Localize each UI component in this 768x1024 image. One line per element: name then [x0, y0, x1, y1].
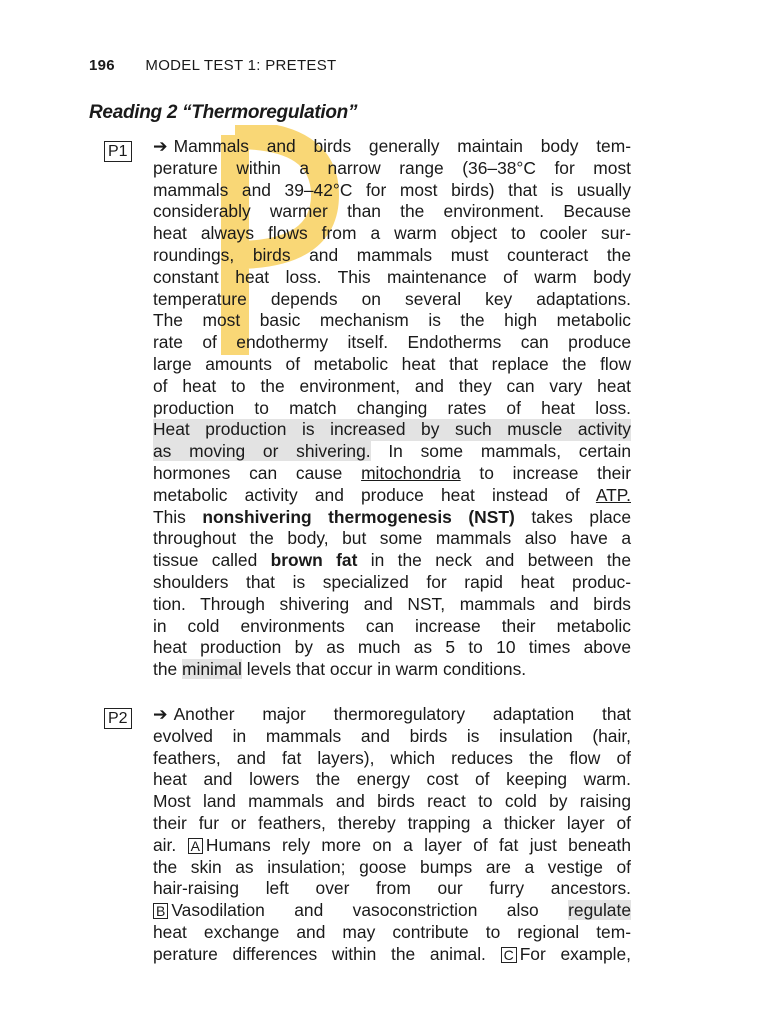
p1-text: hormones can cause — [153, 462, 362, 483]
arrow-icon: ➔ — [153, 136, 168, 156]
p2-text: air. — [153, 834, 188, 855]
p1-line: shoulders that is specialized for rapid heat produc- — [153, 571, 631, 592]
p2-line: heat and lowers the energy cost of keeping warm. — [153, 769, 631, 790]
highlighted-sentence[interactable]: Heat production is increased by such muscle activity — [153, 419, 631, 440]
p2-text: perature differences within the animal. — [153, 943, 501, 964]
p2-text: For example, — [519, 943, 632, 964]
paragraph-2 — [153, 704, 631, 966]
glossary-word-atp[interactable]: ATP. — [595, 484, 631, 505]
p1-line: roundings, birds and mammals must counteract the — [153, 244, 631, 265]
p1-line: in cold environments can increase their metabolic — [153, 615, 631, 636]
p2-line: the skin as insulation; goose bumps are a vestige of — [153, 856, 631, 877]
p2-text: Vasodilation and vasoconstriction also — [171, 900, 569, 921]
page-number: 196 — [89, 57, 115, 74]
insert-square-a[interactable]: A — [188, 838, 203, 854]
p2-line: hair-raising left over from our furry ancestors. — [153, 878, 631, 899]
p1-line: perature within a narrow range (36–38°C for most — [153, 157, 631, 178]
p1-line: mammals and 39–42°C for most birds) that is usually — [153, 179, 631, 200]
p1-text: the — [153, 659, 183, 680]
p1-line: temperature depends on several key adaptations. — [153, 288, 631, 309]
p2-line: feathers, and fat layers), which reduces the flow of — [153, 747, 631, 768]
highlighted-word-minimal[interactable]: minimal — [182, 659, 242, 680]
p1-line: considerably warmer than the environment. Because — [153, 201, 631, 222]
p1-line: heat production by as much as 5 to 10 times above — [153, 637, 631, 658]
p1-line: rate of endothermy itself. Endotherms can produce — [153, 332, 631, 353]
page-header — [89, 57, 336, 74]
p1-line: tion. Through shivering and NST, mammals and birds — [153, 593, 631, 614]
p2-line: their fur or feathers, thereby trapping a thicker layer of — [153, 812, 631, 833]
p1-line: large amounts of metabolic heat that replace the flow — [153, 353, 631, 374]
p1-text: levels that occur in warm conditions. — [241, 659, 527, 680]
p2-line: evolved in mammals and birds is insulation (hair, — [153, 725, 631, 746]
arrow-icon: ➔ — [153, 704, 168, 724]
p1-text: This — [153, 506, 203, 527]
paragraph-1-label: P1 — [104, 141, 132, 162]
p1-text: in the neck and between the — [357, 550, 632, 571]
p2-line: Another major thermoregulatory adaptation that — [173, 704, 631, 724]
p1-line: production to match changing rates of heat loss. — [153, 397, 631, 418]
paragraph-2-label: P2 — [104, 708, 132, 729]
insert-square-c[interactable]: C — [501, 947, 517, 963]
insert-square-b[interactable]: B — [153, 903, 168, 919]
bold-term-brown-fat: brown fat — [270, 550, 358, 571]
p1-text: In some mammals, certain — [370, 441, 631, 462]
p1-line: of heat to the environment, and they can vary heat — [153, 375, 631, 396]
highlighted-sentence[interactable]: as moving or shivering. — [153, 441, 371, 462]
reading-title: Reading 2 “Thermoregulation” — [89, 102, 358, 123]
highlighted-word-regulate[interactable]: regulate — [568, 900, 631, 921]
p1-text: takes place — [514, 506, 632, 527]
bold-term-nst: nonshivering thermogenesis (NST) — [202, 506, 515, 527]
p1-line: heat always flows from a warm object to cooler sur- — [153, 223, 631, 244]
p1-line: The most basic mechanism is the high metabolic — [153, 310, 631, 331]
p1-text: tissue called — [153, 550, 271, 571]
p2-text: Humans rely more on a layer of fat just beneath — [205, 834, 632, 855]
p1-line: constant heat loss. This maintenance of warm body — [153, 266, 631, 287]
p1-line: Mammals and birds generally maintain body tem- — [173, 136, 631, 156]
p1-text: to increase their — [460, 462, 631, 483]
p1-line: throughout the body, but some mammals also have a — [153, 528, 631, 549]
glossary-word-mitochondria[interactable]: mitochondria — [361, 462, 461, 483]
paragraph-1 — [153, 136, 631, 681]
p2-line: Most land mammals and birds react to cold by raising — [153, 791, 631, 812]
section-title: MODEL TEST 1: PRETEST — [145, 57, 337, 74]
p1-text: metabolic activity and produce heat instead of — [153, 484, 596, 505]
p2-line: heat exchange and may contribute to regional tem- — [153, 921, 631, 942]
